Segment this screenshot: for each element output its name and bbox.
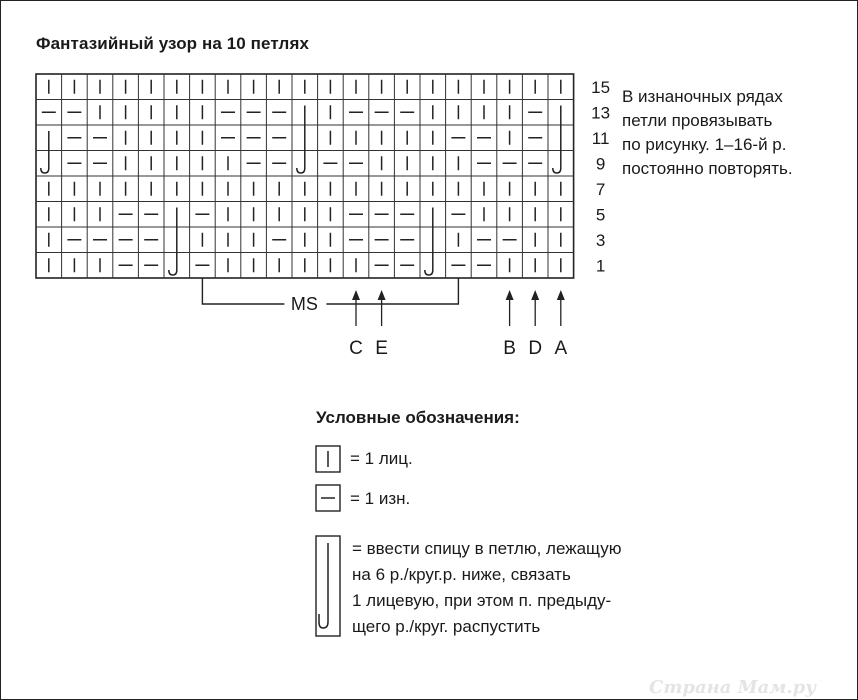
arrow-head: [506, 290, 514, 300]
arrow-label: A: [554, 338, 568, 359]
arrow-head: [352, 290, 360, 300]
long-stitch-symbol: [169, 208, 177, 276]
instruction-note: В изнаночных рядах петли провязывать по рисунку. 1–16-й р. постоянно повторять.: [622, 87, 793, 178]
arrow-head: [378, 290, 386, 300]
row-number: 5: [595, 205, 606, 225]
legend-purl-text: = 1 изн.: [350, 489, 411, 508]
arrow-label: D: [528, 338, 543, 359]
watermark-logo: Страна Мам.ру: [649, 677, 816, 698]
legend-knit-text: = 1 лиц.: [350, 449, 413, 468]
arrow-label: C: [349, 338, 363, 359]
arrow-head: [557, 290, 565, 300]
row-number: 7: [595, 179, 606, 199]
arrow-head: [531, 290, 539, 300]
long-stitch-symbol: [41, 131, 49, 173]
arrow-label: B: [503, 338, 516, 359]
row-number: 1: [595, 256, 606, 276]
long-stitch-symbol: [297, 106, 305, 174]
row-number: 3: [595, 230, 606, 250]
arrow-label: E: [375, 338, 388, 359]
long-stitch-symbol: [553, 106, 561, 174]
row-number: 13: [591, 103, 611, 123]
row-number: 11: [591, 128, 610, 148]
long-stitch-symbol: [425, 208, 433, 276]
row-number: 9: [595, 154, 606, 174]
legend-special-symbol: [319, 543, 328, 628]
row-number: 15: [591, 77, 611, 97]
repeat-label: MS: [290, 294, 318, 314]
repeat-bracket: [202, 278, 458, 304]
chart-title: Фантазийный узор на 10 петлях: [36, 34, 310, 53]
legend-title: Условные обозначения:: [316, 408, 520, 427]
legend-special-text: = ввести спицу в петлю, лежащую на 6 р./круг.р. ниже, связать 1 лицевую, при этом п. предыду- щего р./круг. распустить: [352, 539, 622, 636]
